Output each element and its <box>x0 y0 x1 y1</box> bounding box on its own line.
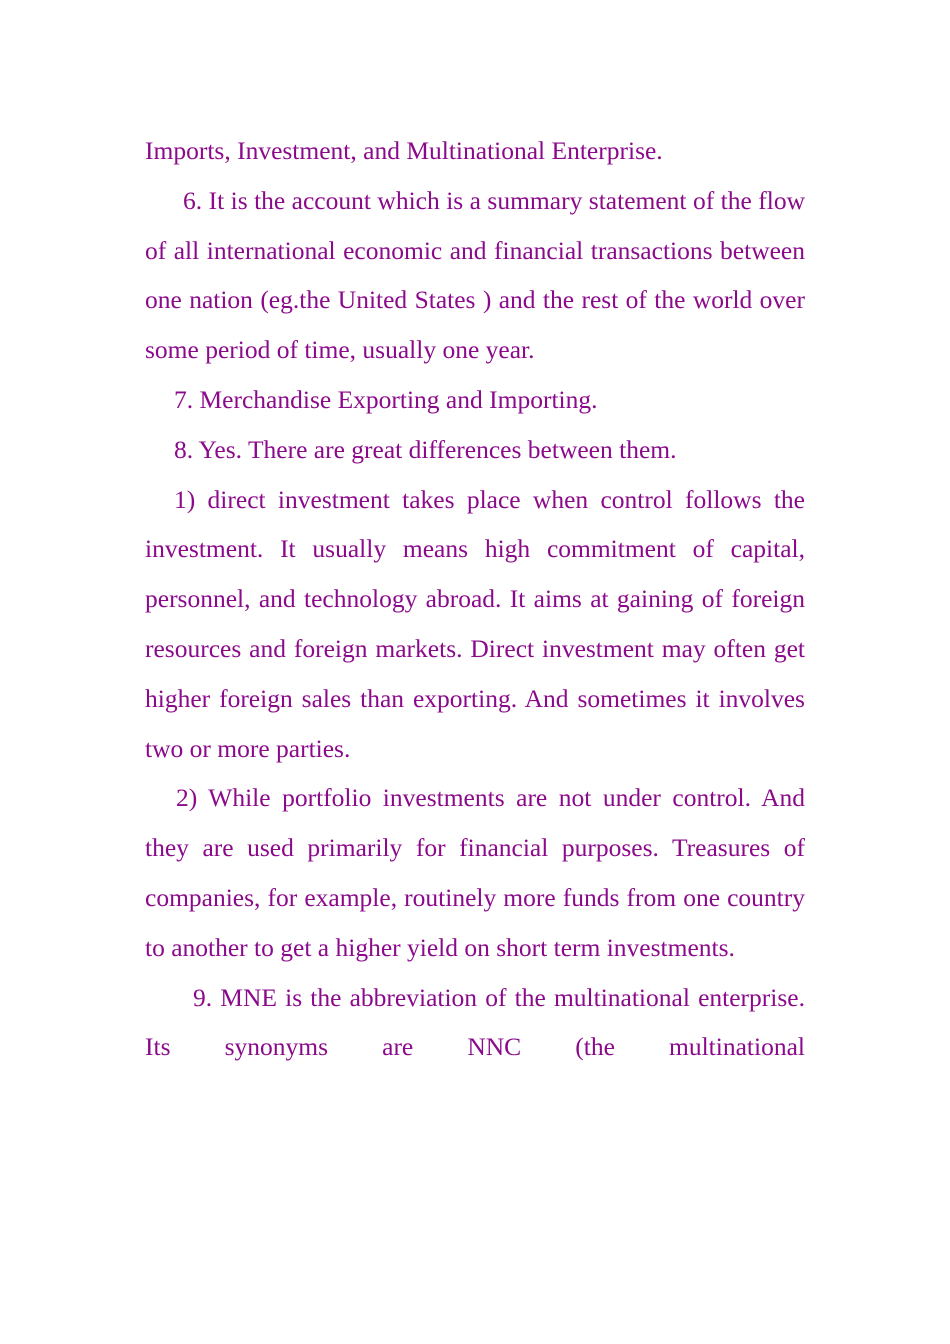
paragraph-portfolio-investment: 2) While portfolio investments are not under control. And they are used primarily for financial purposes. Treasures of companies, for example, routinely more funds from one country to another to get a higher yield on short term investments. <box>145 783 805 962</box>
body-text <box>145 126 805 1072</box>
paragraph-item-7: 7. Merchandise Exporting and Importing. <box>174 384 598 414</box>
paragraph-continuation: Imports, Investment, and Multinational Enterprise. <box>145 136 663 165</box>
paragraph-item-6: 6. It is the account which is a summary statement of the flow of all international economic and financial transactions between one nation (eg.the United States ) and the rest of the world over some period of time, usually one year. <box>145 185 805 365</box>
paragraph-direct-investment: 1) direct investment takes place when control follows the investment. It usually means high commitment of capital, personnel, and technology abroad. It aims at gaining of foreign resources and foreign markets. Direct investment may often get higher foreign sales than exporting. And sometimes it involves two or more parties. <box>145 484 805 763</box>
paragraph-item-8: 8. Yes. There are great differences between them. <box>174 434 677 464</box>
paragraph-item-9: 9. MNE is the abbreviation of the multinational enterprise. Its synonyms are NNC (the multinational <box>145 982 805 1062</box>
